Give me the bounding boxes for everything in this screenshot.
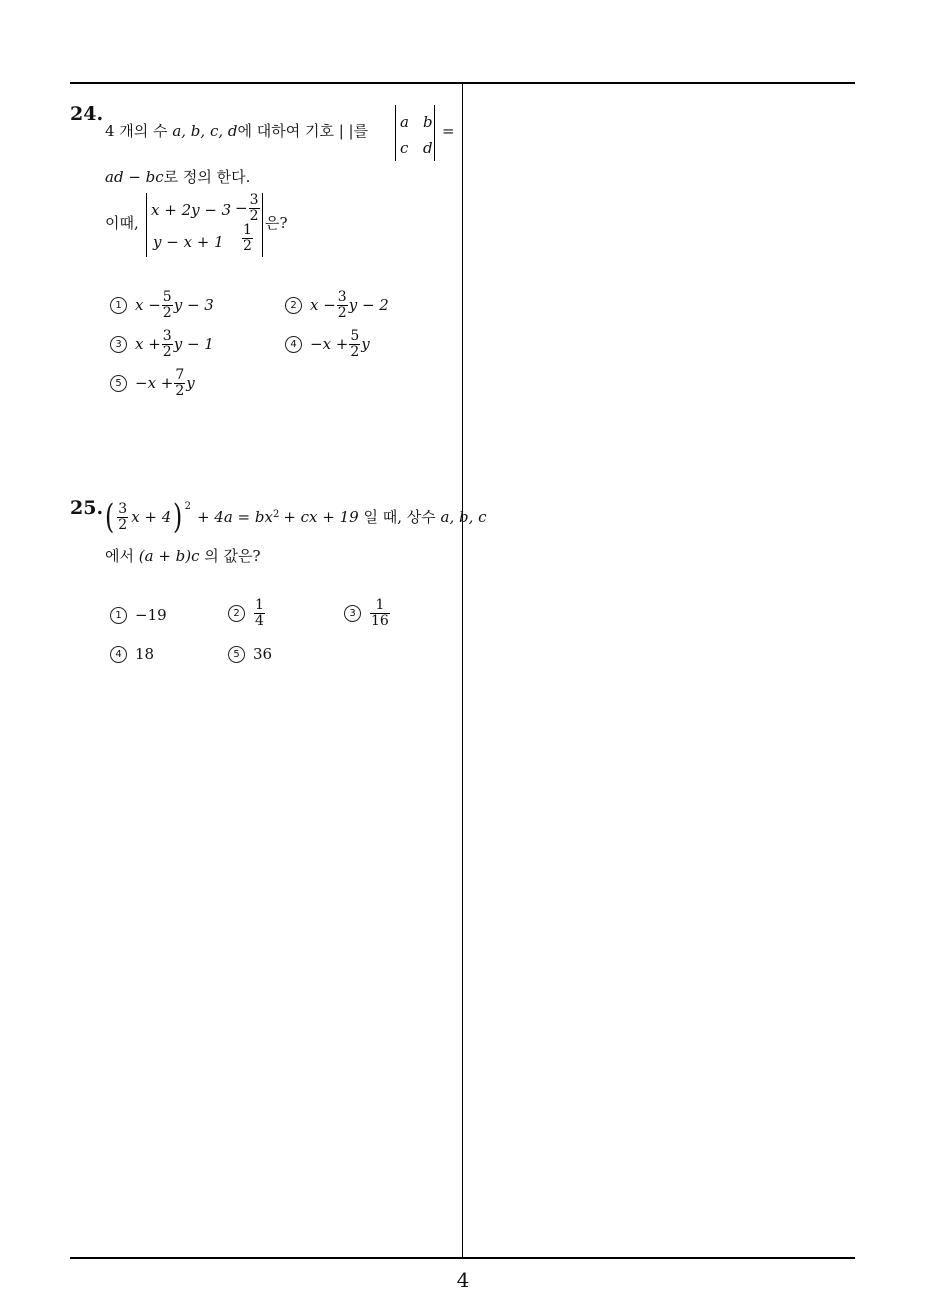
question-number: 24.	[70, 103, 104, 125]
left-paren: (	[104, 497, 115, 537]
q25-line1-vars: a, b, c	[440, 507, 487, 526]
q25-line2-post: 의 값은?	[199, 547, 261, 565]
symbol-determinant	[395, 105, 435, 161]
q24-line3-pre: 이때,	[105, 214, 139, 232]
det-b: b	[423, 113, 433, 131]
option-pre: −x +	[135, 374, 174, 393]
q24-line2-text: 로 정의 한다.	[163, 168, 251, 186]
choice-marker-icon: 4	[285, 336, 302, 353]
option-fraction	[349, 329, 360, 359]
option-text: 18	[135, 645, 155, 663]
choice-marker-icon: 1	[110, 607, 127, 624]
option-pre: x +	[135, 335, 161, 354]
main-determinant	[146, 193, 263, 257]
option-text: 36	[253, 645, 273, 663]
q24-line1-vars: a, b, c, d	[172, 122, 238, 140]
choice-marker-icon: 5	[228, 646, 245, 663]
fraction-denominator: 2	[243, 237, 252, 254]
column-divider	[462, 82, 463, 1258]
det-r2c2	[241, 223, 254, 253]
option-text: −19	[135, 606, 167, 624]
q24-option-5[interactable]	[110, 368, 195, 398]
det-a: a	[400, 113, 409, 131]
q24-option-2[interactable]	[285, 290, 389, 320]
option-post: y	[186, 374, 195, 393]
q25-line1	[103, 497, 487, 537]
fraction-numerator: 3	[337, 289, 347, 305]
det-c: c	[400, 139, 409, 157]
det-r1c2	[235, 193, 261, 223]
fraction-denominator: 2	[162, 343, 172, 360]
q25-line2-pre: 에서	[105, 547, 139, 565]
q24-line1-pre: 4 개의 수	[105, 122, 173, 140]
q24-line3-post: 은?	[265, 214, 288, 232]
fraction-denominator: 2	[162, 304, 172, 321]
q25-option-2[interactable]	[228, 598, 266, 628]
fraction-denominator: 2	[337, 304, 347, 321]
q25-paren-inner: x + 4	[131, 507, 172, 526]
fraction-denominator: 2	[118, 516, 128, 533]
option-post: y − 2	[348, 296, 389, 315]
option-post: y	[361, 335, 370, 354]
option-fraction	[337, 290, 348, 320]
fraction-denominator: 2	[249, 207, 259, 224]
option-fraction	[174, 368, 185, 398]
q24-line2-math: ad − bc	[105, 168, 164, 186]
q24-line1-post: 에 대하여 기호 | |를	[237, 122, 369, 140]
fraction-numerator: 1	[375, 597, 385, 613]
q25-rhs-pre: + 4a = bx	[196, 507, 273, 526]
option-fraction	[370, 598, 390, 628]
fraction-denominator: 16	[371, 612, 389, 629]
option-post: y − 1	[173, 335, 214, 354]
det-r2c1: y − x + 1	[153, 233, 224, 251]
option-fraction	[254, 598, 265, 628]
det-r1c2-sign: −	[235, 198, 248, 217]
q25-line1-text: 일 때, 상수	[358, 507, 441, 526]
choice-marker-icon: 3	[344, 605, 361, 622]
q25-option-3[interactable]	[344, 598, 391, 628]
fraction-numerator: 3	[162, 328, 172, 344]
choice-marker-icon: 3	[110, 336, 127, 353]
choice-marker-icon: 4	[110, 646, 127, 663]
fraction-numerator: 3	[118, 500, 128, 517]
q24-equals: =	[442, 122, 455, 140]
right-paren: )	[173, 497, 183, 537]
fraction-denominator: 2	[175, 382, 185, 399]
q25-option-5[interactable]	[228, 645, 272, 663]
det-d: d	[423, 139, 433, 157]
choice-marker-icon: 2	[228, 605, 245, 622]
det-r1c1: x + 2y − 3	[151, 201, 232, 219]
option-post: y − 3	[173, 296, 214, 315]
page-number: 4	[456, 1268, 470, 1292]
choice-marker-icon: 5	[110, 375, 127, 392]
option-fraction	[162, 290, 173, 320]
q24-option-3[interactable]	[110, 329, 214, 359]
option-pre: x −	[135, 296, 161, 315]
fraction-denominator: 2	[350, 343, 360, 360]
fraction-numerator: 3	[249, 192, 259, 208]
q25-option-4[interactable]	[110, 645, 154, 663]
question-number: 25.	[70, 497, 104, 519]
fraction-numerator: 7	[175, 367, 185, 383]
q24-line1	[105, 124, 368, 139]
q24-option-1[interactable]	[110, 290, 214, 320]
fraction-numerator: 5	[162, 289, 172, 305]
fraction-denominator: 4	[255, 612, 264, 629]
fraction-numerator: 1	[255, 597, 264, 613]
q24-line2	[105, 170, 250, 185]
option-fraction	[162, 329, 173, 359]
q25-paren-fraction	[117, 502, 128, 532]
fraction-numerator: 5	[350, 328, 360, 344]
q25-rhs-exponent: 2	[272, 509, 280, 520]
option-pre: x −	[310, 296, 336, 315]
q25-line2-math: (a + b)c	[138, 547, 200, 565]
q25-rhs-post: + cx + 19	[283, 507, 359, 526]
choice-marker-icon: 1	[110, 297, 127, 314]
fraction-numerator: 1	[243, 222, 252, 238]
q25-option-1[interactable]	[110, 606, 167, 624]
q25-exponent: 2	[184, 501, 191, 512]
option-pre: −x +	[310, 335, 349, 354]
q24-option-4[interactable]	[285, 329, 370, 359]
det-r1c2-fraction	[249, 193, 260, 223]
q25-line2	[105, 549, 261, 564]
choice-marker-icon: 2	[285, 297, 302, 314]
det-r2c2-fraction	[242, 223, 253, 253]
